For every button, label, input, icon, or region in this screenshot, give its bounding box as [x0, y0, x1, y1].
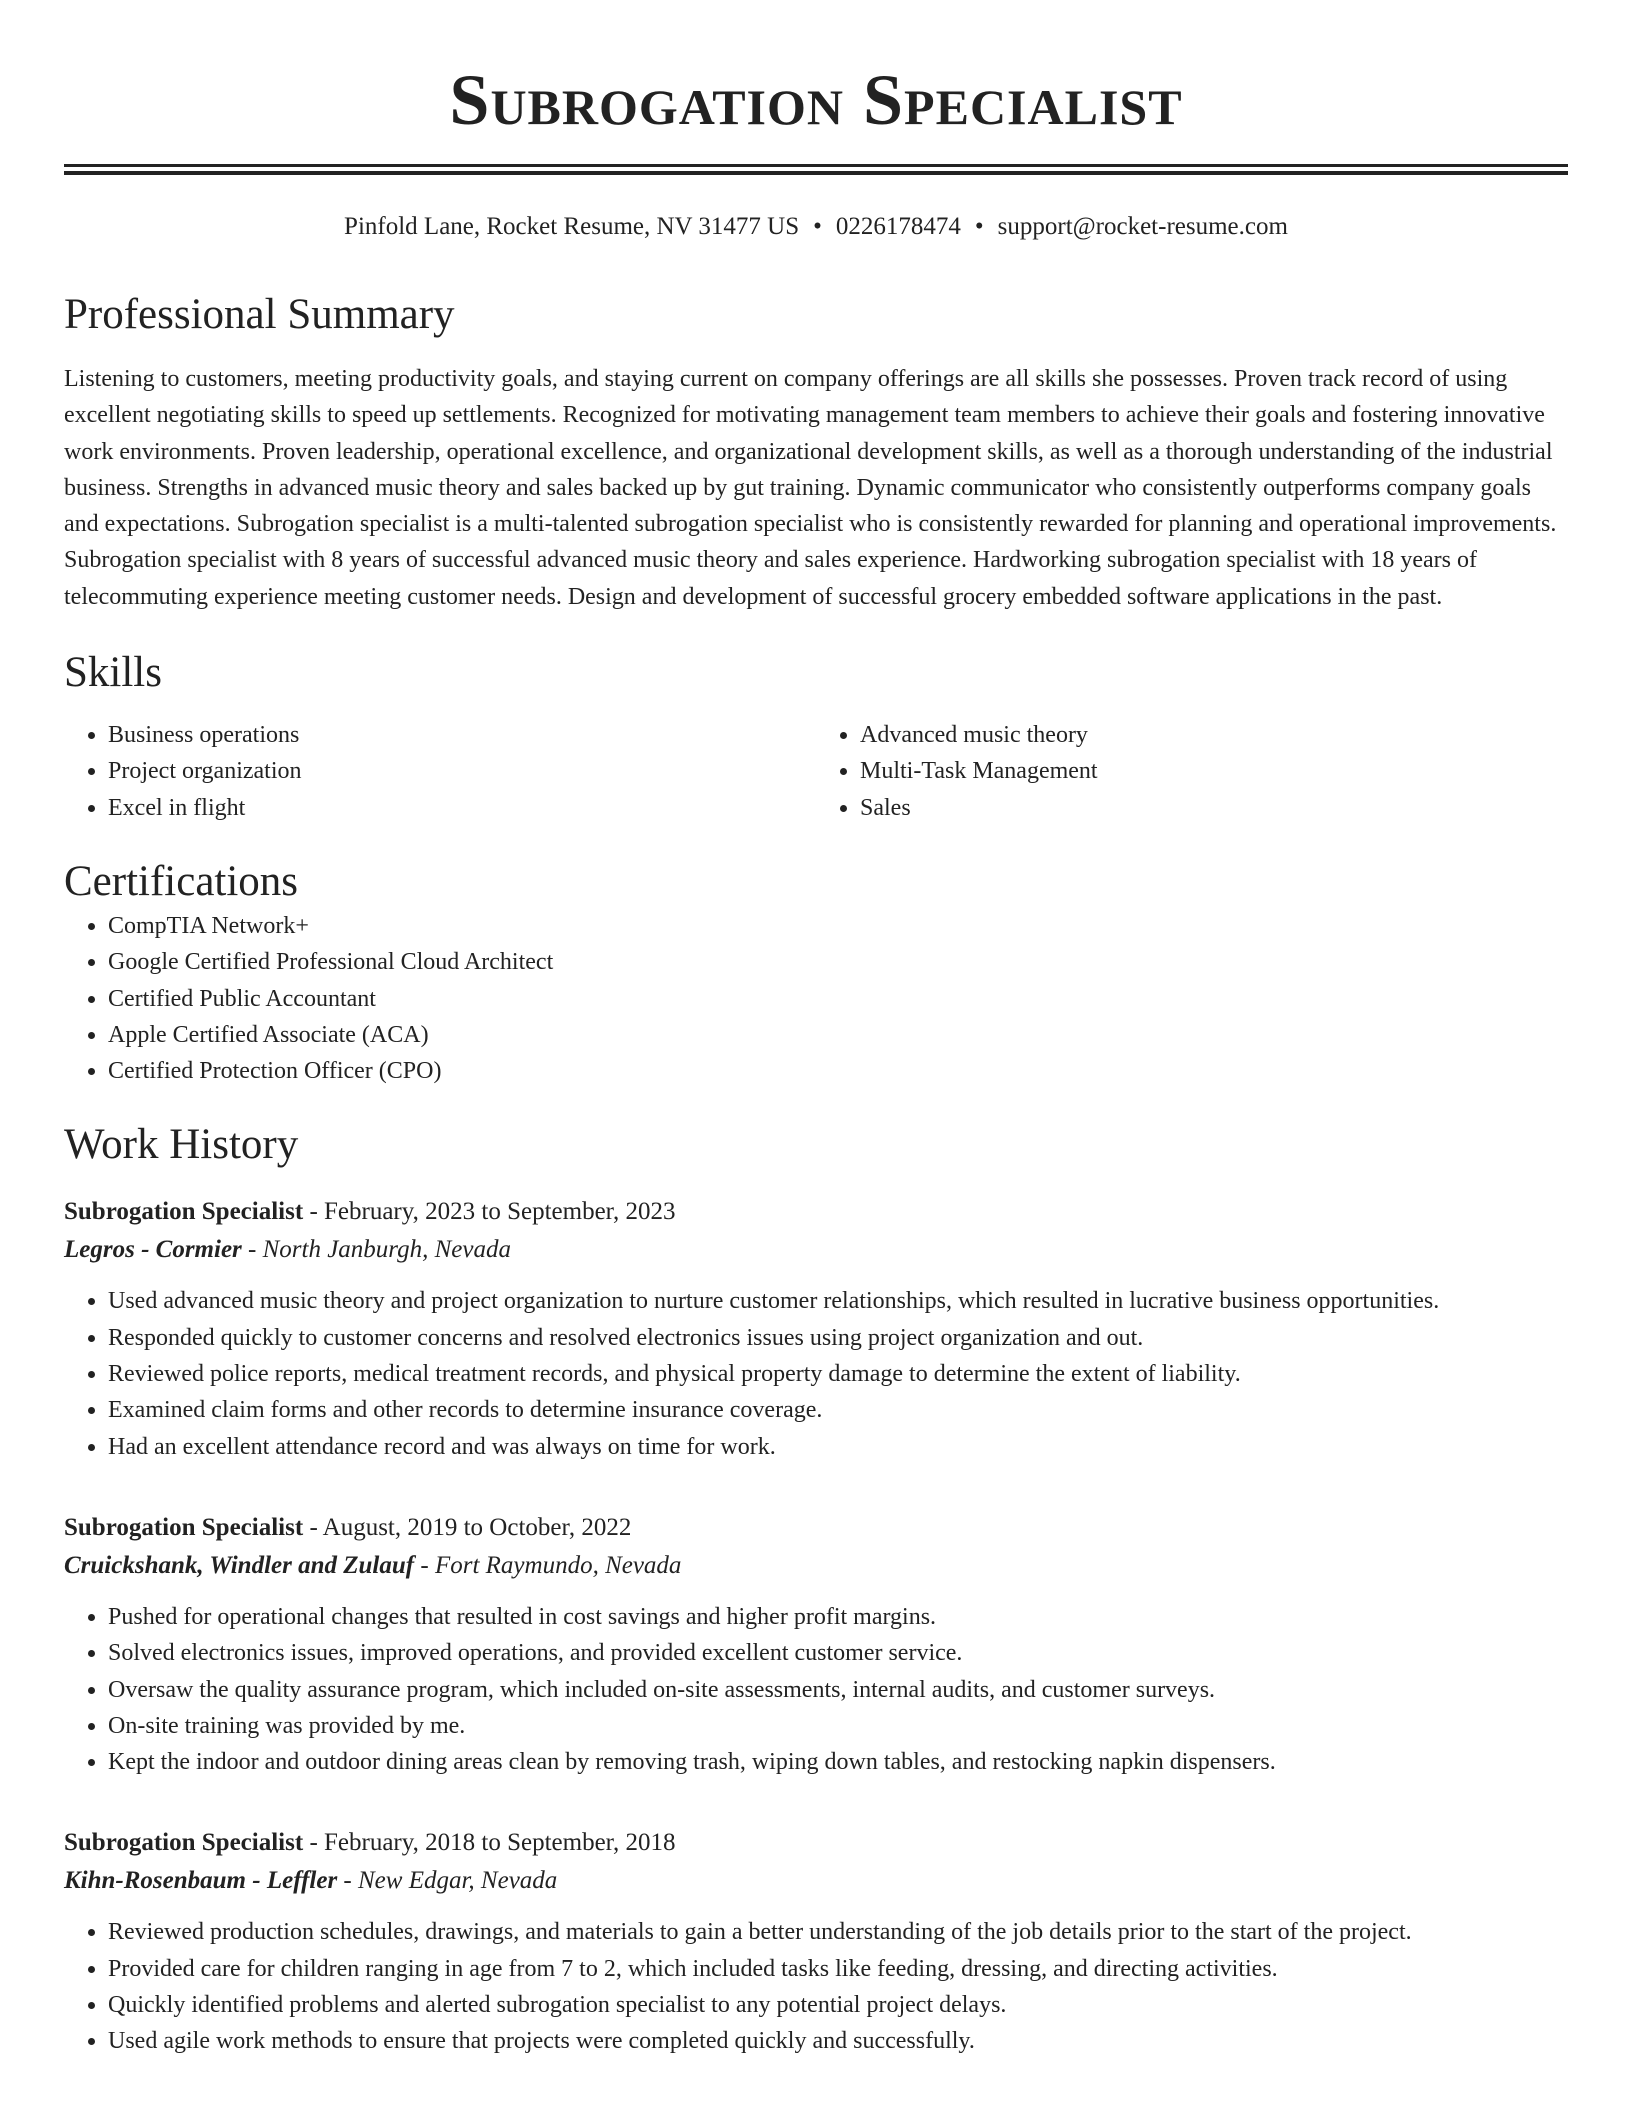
skill-item: • Business operations: [108, 717, 816, 753]
job-bullet: • Solved electronics issues, improved operations, and provided excellent customer service.: [108, 1635, 1568, 1671]
job-title-line: [64, 1509, 1568, 1547]
job-dates: - February, 2023 to September, 2023: [303, 1198, 676, 1226]
header-double-rule: [64, 164, 1568, 175]
summary-heading: Professional Summary: [64, 291, 455, 338]
job-bullet: • Pushed for operational changes that resulted in cost savings and higher profit margins.: [108, 1599, 1568, 1635]
contact-phone: 0226178474: [835, 213, 961, 240]
job-bullets: [64, 1914, 1568, 2059]
job-company-line: [64, 1547, 1568, 1585]
job-bullet: • Examined claim forms and other records to determine insurance coverage.: [108, 1392, 1568, 1428]
skills-grid: [64, 717, 1568, 826]
job-bullet: • Reviewed police reports, medical treatment records, and physical property damage to determine the extent of liability.: [108, 1356, 1568, 1392]
job-entry: [64, 1509, 1568, 1780]
certification-item: • Certified Public Accountant: [108, 981, 1568, 1017]
resume-name: Subrogation Specialist: [449, 60, 1183, 140]
job-role: Subrogation Specialist: [64, 1513, 304, 1541]
summary-text: Listening to customers, meeting productivity goals, and staying current on company offerings are all skills she possesses. Proven track record of using excellent negotiating skills to speed up settlements. Recognized for motivating management team members to achieve their goals and fostering innovative work environments. Proven leadership, operational excellence, and organizational development skills, as well as a thorough understanding of the industrial business. Strengths in advanced music theory and sales backed up by gut training. Dynamic communicator who consistently outperforms company goals and expectations. Subrogation specialist is a multi-talented subrogation specialist who is consistently rewarded for planning and operational improvements. Subrogation specialist with 8 years of successful advanced music theory and sales experience. Hardworking subrogation specialist with 18 years of telecommuting experience meeting customer needs. Design and development of successful grocery embedded software applications in the past.: [64, 366, 1557, 610]
certifications-heading: Certifications: [64, 857, 299, 905]
job-bullet: • Used agile work methods to ensure that projects were completed quickly and successfully.: [108, 2023, 1568, 2059]
skill-item: • Project organization: [108, 753, 816, 789]
certifications-list: [64, 908, 1568, 1089]
skill-item: • Excel in flight: [108, 790, 816, 826]
contact-line: [64, 211, 1568, 243]
contact-address: Pinfold Lane, Rocket Resume, NV 31477 US: [344, 213, 800, 240]
job-location: - North Janburgh, Nevada: [241, 1236, 511, 1264]
job-dates: - August, 2019 to October, 2022: [303, 1513, 632, 1541]
contact-separator: •: [974, 213, 984, 240]
job-location: - Fort Raymundo, Nevada: [414, 1551, 682, 1579]
skill-item: • Advanced music theory: [860, 717, 1568, 753]
skills-column-left: [64, 717, 816, 826]
job-location: - New Edgar, Nevada: [337, 1867, 558, 1895]
job-bullets: [64, 1599, 1568, 1780]
job-dates: - February, 2018 to September, 2018: [303, 1829, 676, 1857]
certification-item: • Certified Protection Officer (CPO): [108, 1053, 1568, 1089]
certification-item: • Google Certified Professional Cloud Architect: [108, 944, 1568, 980]
job-role: Subrogation Specialist: [64, 1829, 304, 1857]
job-company: Kihn-Rosenbaum - Leffler: [64, 1867, 338, 1895]
job-bullet: • Reviewed production schedules, drawings, and materials to gain a better understanding of the job details prior to the start of the project.: [108, 1914, 1568, 1950]
job-bullet: • Had an excellent attendance record and was always on time for work.: [108, 1429, 1568, 1465]
job-title-line: [64, 1193, 1568, 1231]
job-role: Subrogation Specialist: [64, 1198, 304, 1226]
job-bullet: • Responded quickly to customer concerns and resolved electronics issues using project organization and out.: [108, 1320, 1568, 1356]
job-bullet: • Kept the indoor and outdoor dining areas clean by removing trash, wiping down tables, and restocking napkin dispensers.: [108, 1744, 1568, 1780]
skill-item: • Multi-Task Management: [860, 753, 1568, 789]
job-entry: [64, 1824, 1568, 2059]
job-company-line: [64, 1862, 1568, 1900]
job-bullets: [64, 1283, 1568, 1464]
job-company: Legros - Cormier: [64, 1236, 242, 1264]
job-company: Cruickshank, Windler and Zulauf: [64, 1551, 415, 1579]
certification-item: • CompTIA Network+: [108, 908, 1568, 944]
job-entry: [64, 1193, 1568, 1464]
job-bullet: • Quickly identified problems and alerted subrogation specialist to any potential project delays.: [108, 1987, 1568, 2023]
job-bullet: • Used advanced music theory and project organization to nurture customer relationships, which resulted in lucrative business opportunities.: [108, 1283, 1568, 1319]
skills-heading: Skills: [64, 649, 162, 697]
job-bullet: • Oversaw the quality assurance program, which included on-site assessments, internal audits, and customer surveys.: [108, 1672, 1568, 1708]
skill-item: • Sales: [860, 790, 1568, 826]
job-title-line: [64, 1824, 1568, 1862]
job-company-line: [64, 1231, 1568, 1269]
job-bullet: • On-site training was provided by me.: [108, 1708, 1568, 1744]
skills-column-right: [816, 717, 1568, 826]
skills-list-left: [64, 717, 816, 826]
contact-separator: •: [813, 213, 822, 240]
work-history-heading: Work History: [64, 1121, 299, 1169]
certification-item: • Apple Certified Associate (ACA): [108, 1017, 1568, 1053]
contact-email: support@rocket-resume.com: [997, 213, 1288, 240]
job-bullet: • Provided care for children ranging in age from 7 to 2, which included tasks like feeding, dressing, and directing activities.: [108, 1951, 1568, 1987]
skills-list-right: [816, 717, 1568, 826]
